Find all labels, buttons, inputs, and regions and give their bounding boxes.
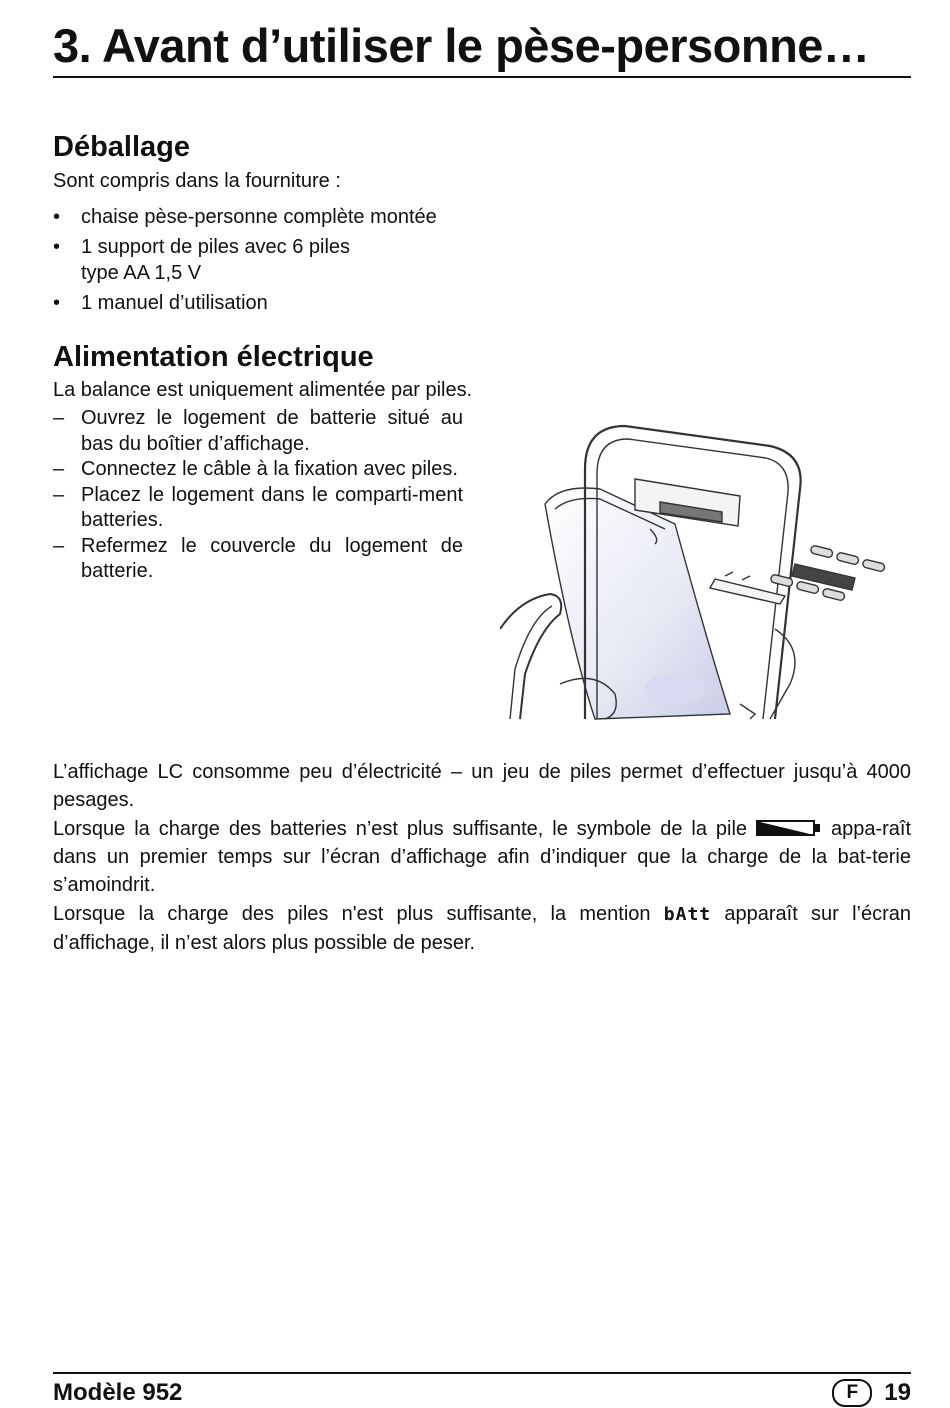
chair-scale-battery-illustration: [500, 414, 900, 724]
consumption-paragraph: L’affichage LC consomme peu d’électricité – un jeu de piles permet d’effectuer jusqu’à 4000 pesages.: [53, 761, 911, 811]
heading-unpacking: Déballage: [53, 131, 190, 163]
chapter-title: 3. Avant d’utiliser le pèse-personne…: [53, 19, 870, 72]
empty-battery-paragraph: Lorsque la charge des piles n'est plus suffisante, la mention bAtt apparaît sur l’écran d’affichage, il n’est alors plus possible de peser.: [53, 903, 911, 954]
list-item: • 1 manuel d’utilisation: [53, 292, 268, 314]
list-item: – Connectez le câble à la fixation avec piles.: [53, 458, 458, 480]
page-number: 19: [884, 1379, 911, 1406]
list-item: – Refermez le couvercle du logement de batterie.: [53, 534, 463, 582]
heading-power-supply: Alimentation électrique: [53, 341, 374, 373]
list-item: • chaise pèse-personne complète montée: [53, 206, 437, 228]
footer-divider: [53, 1372, 911, 1374]
battery-low-icon: [756, 819, 822, 837]
language-badge: F: [832, 1379, 872, 1407]
low-battery-paragraph: Lorsque la charge des batteries n’est plus suffisante, le symbole de la pile appa-raît dans un premier temps sur l’écran d’affichage afin d’indiquer que la charge de la bat-terie s’amoindrit.: [53, 818, 911, 896]
list-item: – Ouvrez le logement de batterie situé au bas du boîtier d’affichage.: [53, 407, 463, 455]
footer-model: Modèle 952: [53, 1379, 183, 1406]
batt-lcd-symbol: bAtt: [663, 904, 712, 925]
list-item: – Placez le logement dans le comparti-ment batteries.: [53, 483, 463, 531]
unpacking-list: [53, 204, 437, 320]
footer-page-info: [832, 1378, 911, 1408]
power-intro: La balance est uniquement alimentée par piles.: [53, 379, 473, 401]
power-steps: [53, 406, 463, 585]
unpacking-intro: Sont compris dans la fourniture :: [53, 170, 341, 192]
list-item: • 1 support de piles avec 6 piles type AA 1,5 V: [53, 236, 351, 284]
title-divider: [53, 76, 911, 78]
